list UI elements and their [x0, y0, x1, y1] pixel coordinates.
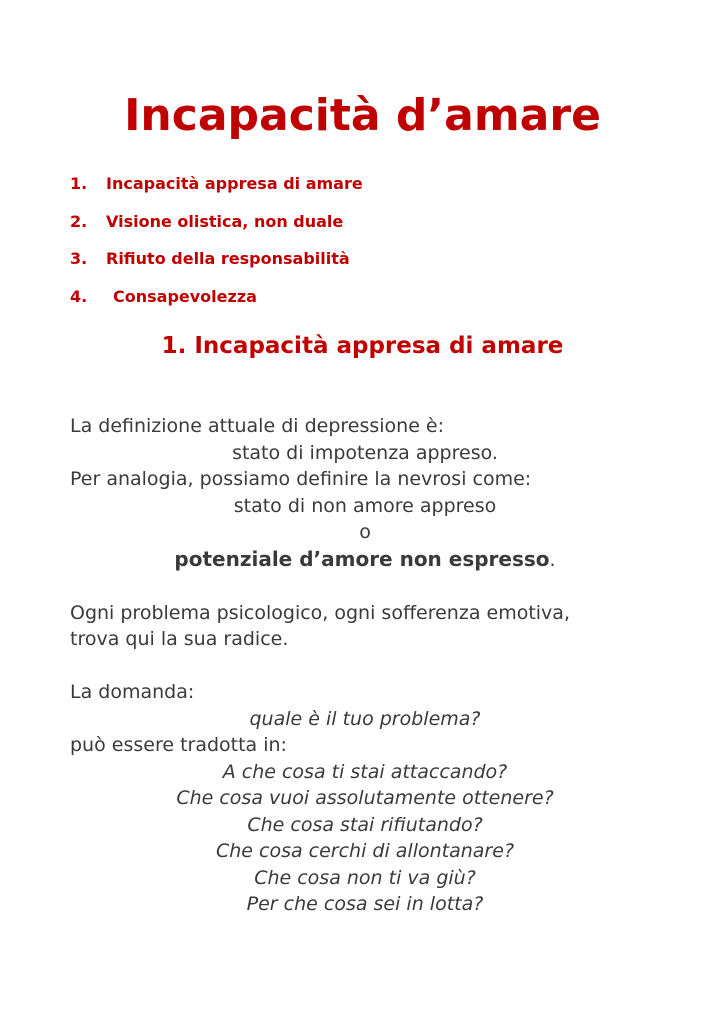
text-line: Per analogia, possiamo definire la nevrosi come: — [70, 468, 532, 490]
question-line: A che cosa ti stai attaccando? — [222, 760, 508, 783]
table-of-contents — [70, 172, 363, 322]
text-line: trova qui la sua radice. — [70, 628, 289, 650]
period: . — [549, 548, 556, 571]
toc-item-4 — [70, 285, 363, 323]
question-line: Per che cosa sei in lotta? — [246, 893, 484, 915]
text-line: Ogni problema psicologico, ogni sofferenza emotiva, — [70, 601, 570, 624]
text-line: può essere tradotta in: — [70, 734, 287, 756]
toc-number: 2. — [70, 211, 88, 231]
toc-item-2 — [70, 210, 363, 248]
text-line: stato di impotenza appreso. — [232, 441, 498, 464]
toc-number: 4. — [70, 286, 88, 306]
section-heading: 1. Incapacità appresa di amare — [161, 333, 564, 359]
text-line: La definizione attuale di depressione è: — [70, 415, 445, 437]
text-line: o — [359, 521, 371, 543]
text-line: La domanda: — [70, 681, 195, 703]
text-line: stato di non amore appreso — [233, 494, 497, 517]
question-line: Che cosa non ti va giù? — [254, 866, 476, 889]
toc-number: 3. — [70, 249, 88, 268]
body-text — [70, 413, 660, 918]
toc-label: Rifiuto della responsabilità — [106, 249, 350, 268]
spacer — [70, 653, 660, 680]
bold-phrase: potenziale d’amore non espresso — [174, 546, 550, 571]
question-line: Che cosa cerchi di allontanare? — [215, 840, 515, 862]
toc-item-1 — [70, 172, 363, 210]
toc-label: Visione olistica, non duale — [106, 211, 344, 231]
toc-label: Consapevolezza — [113, 286, 257, 306]
question-line: Che cosa stai rifiutando? — [247, 813, 483, 836]
emphasis-line — [70, 546, 660, 574]
question-line: quale è il tuo problema? — [249, 707, 481, 730]
page-title: Incapacità d’amare — [124, 90, 601, 141]
question-line: Che cosa vuoi assolutamente ottenere? — [176, 787, 554, 809]
toc-item-3 — [70, 247, 363, 285]
spacer — [70, 573, 660, 600]
toc-label: Incapacità appresa di amare — [106, 174, 363, 193]
toc-number: 1. — [70, 174, 88, 193]
